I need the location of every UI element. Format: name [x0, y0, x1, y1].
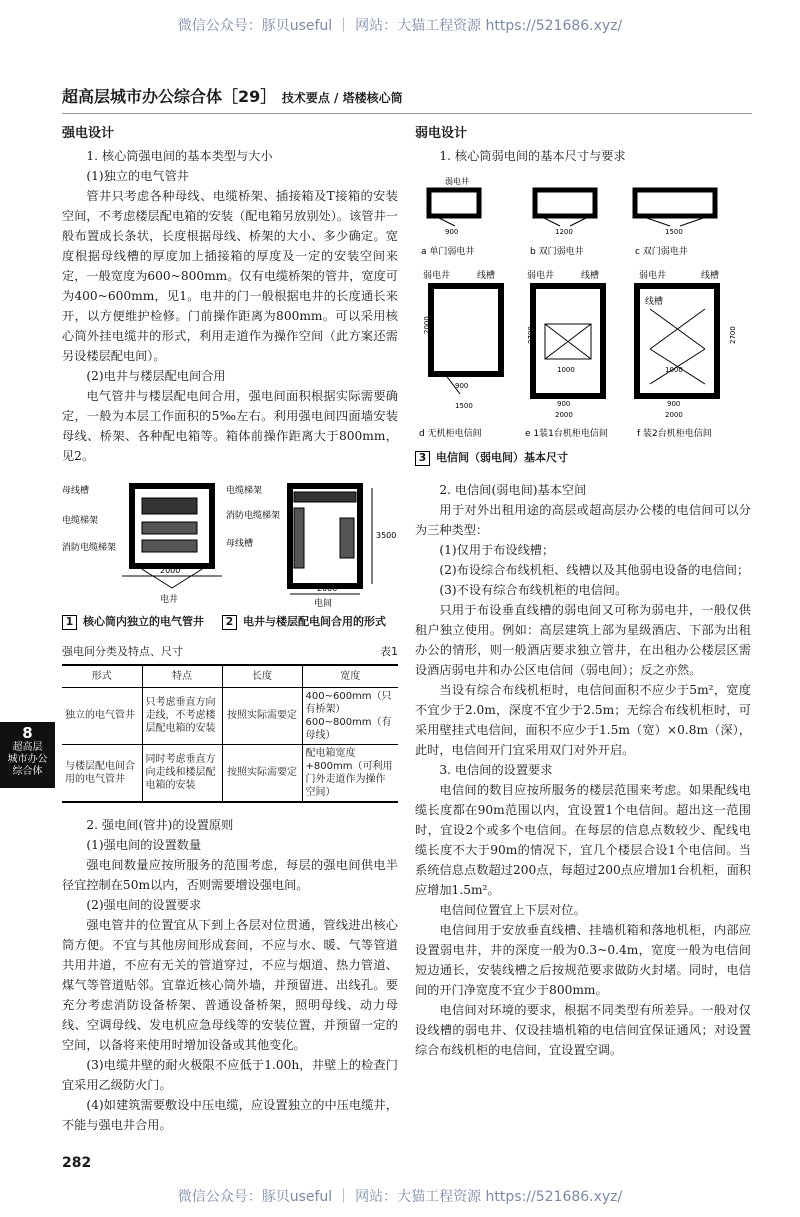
fig3-label: 弱电井 — [445, 177, 469, 186]
fig2-dim: 2000 — [317, 584, 338, 593]
fig2-label: 母线槽 — [226, 539, 254, 549]
fig1-label: 电井 — [160, 595, 179, 605]
fig3-label: 弱电井 — [527, 271, 555, 281]
fig2-plan — [290, 486, 372, 594]
fig3-dim: 2700 — [527, 326, 535, 344]
table-row — [62, 744, 398, 802]
fig1-label: 母线槽 — [62, 486, 90, 496]
figure-captions — [62, 614, 398, 630]
table-caption: 强电间分类及特点、尺寸 — [62, 645, 183, 658]
table-title — [62, 644, 398, 660]
fig3-sub: d 无机柜电信间 — [419, 429, 482, 439]
caption-text: 电井与楼层配电间合用的形式 — [243, 615, 386, 628]
fig3-sub: a 单门弱电井 — [421, 247, 475, 257]
subheading: (1)独立的电气管井 — [86, 169, 189, 183]
paragraph: 电信间对环境的要求，根据不同类型有所差异。一般对仅设线槽的弱电井、仅设挂墙机箱的电信间宜保证通风；对设置综合布线机柜的电信间，宜设置空调。 — [415, 1003, 751, 1057]
cell: 配电箱宽度+800mm（可利用门外走道作为操作空间） — [302, 744, 398, 802]
paragraph: 当设有综合布线机柜时，电信间面积不应少于5m²，宽度不宜少于2.0m，深度不宜少于2.5m；无综合布线机柜时，可采用壁挂式电信间，面积不应少于1.5m（宽）×0.8m（深），此时，电信间开门宜采用双门对外开启。 — [415, 683, 751, 757]
caption-text: 核心筒内独立的电气管井 — [83, 615, 204, 628]
header-divider — [62, 113, 752, 114]
paragraph: 强电管井的位置宜从下到上各层对位贯通，管线进出核心筒方便。不宜与其他房间形成套间，不应与水、暖、气等管道共用井道，不应有无关的管道穿过，不应与烟道、热力管道、煤气等管道贴邻。宜靠近核心筒外墙，并预留进、出线孔。要充分考虑消防设备桥架、普通设备桥架，照明母线、动力母线、空调母线、发电机应急母线等的安装位置，并预留一定的空间，以备将来使用时增加设备或其他变化。 — [62, 917, 398, 1052]
fig3-dim: 2000 — [665, 411, 683, 419]
fig3-dim: 900 — [445, 228, 459, 236]
header-title: 超高层城市办公综合体［29］ — [62, 87, 277, 106]
paragraph: 用于对外出租用途的高层或超高层办公楼的电信间可以分为三种类型： — [415, 503, 751, 537]
chapter-label: 综合体 — [12, 766, 43, 777]
fig3-label: 线槽 — [701, 271, 720, 281]
fig1-label: 电缆梯架 — [62, 516, 99, 526]
paragraph: (3)不设有综合布线机柜的电信间。 — [439, 583, 628, 597]
section-title-weak: 弱电设计 — [415, 126, 468, 141]
figure-number: 1 — [62, 615, 77, 630]
fig3-top-plans — [429, 190, 715, 226]
paragraph: 只用于布设垂直线槽的弱电间又可称为弱电井，一般仅供租户独立使用。例如：高层建筑上部为星级酒店、下部为出租办公的情形，则一般酒店要求独立管井，在出租办公楼层区需设酒店弱电井和办公区电信间（弱电间）；反之亦然。 — [415, 603, 751, 677]
fig3-dim: 900 — [455, 382, 469, 390]
main-content — [62, 124, 752, 1135]
cell: 只考虑垂直方向走线，不考虑楼层配电箱的安装 — [142, 687, 222, 744]
paragraph: 强电间数量应按所服务的范围考虑，每层的强电间供电半径宜控制在50m以内，否则需要增设强电间。 — [62, 857, 398, 892]
paragraph: (3)电缆井壁的耐火极限不应低于1.00h，井壁上的检查门宜采用乙级防火门。 — [62, 1057, 398, 1092]
heading: 1. 核心筒弱电间的基本尺寸与要求 — [439, 149, 626, 163]
fig3-dim: 1200 — [555, 228, 573, 236]
figure-3-caption-row — [415, 450, 751, 466]
cell: 400~600mm（只有桥架）600~800mm（有母线） — [302, 687, 398, 744]
figure-number: 3 — [415, 451, 430, 466]
figure-3-caption — [415, 450, 568, 466]
page-number: 282 — [62, 1154, 92, 1171]
fig3-label: 弱电井 — [423, 271, 451, 281]
fig3-sub: e 1装1台机柜电信间 — [525, 429, 608, 439]
fig3-sub: c 双门弱电井 — [635, 247, 688, 257]
paragraph: 电信间用于安放垂直线槽、挂墙机箱和落地机柜，内部应设置弱电井，井的深度一般为0.3~0.4m，宽度一般为电信间短边通长，安装线槽之后按规范要求做防火封堵。同时，电信间的开门净宽度不宜少于800mm。 — [415, 923, 751, 997]
figure-number: 2 — [222, 615, 237, 630]
subheading: (1)强电间的设置数量 — [86, 837, 202, 852]
paragraph: 电气管井与楼层配电间合用，强电间面积根据实际需要确定，一般为本层工作面积的5‰左右。利用强电间四面墙安装母线、桥架、各种配电箱等。箱体前操作距离大于800mm，见2。 — [62, 389, 398, 463]
paragraph: 管井只考虑各种母线、电缆桥架、插接箱及T接箱的安装空间，不考虑楼层配电箱的安装（配电箱另放别处）。该管井一般布置成长条状，长度根据母线、桥架的大小、多少确定。宽度根据母线槽的厚度加上插接箱的厚度及一定的安装空间来定，一般宽度为600~800mm。仅有电缆桥架的管井，宽度可为400~600mm，见1。电井的门一般根据电井的长度通长来开，以方便维护检修。门前操作距离为800mm。可以采用核心筒外挂电缆井的形式，利用走道作为操作空间（此方案还需另设楼层配电间）。 — [62, 189, 398, 363]
cell: 独立的电气管井 — [62, 687, 142, 744]
fig3-label: 线槽 — [581, 271, 600, 281]
paragraph: 电信间位置宜上下层对位。 — [439, 903, 586, 917]
left-text-2 — [62, 815, 398, 1135]
table-1 — [62, 664, 398, 803]
fig2-dim: 3500 — [376, 531, 397, 540]
left-column — [62, 124, 398, 1135]
watermark-top: 微信公众号：豚贝useful ｜ 网站：大猫工程资源 https://521686.xyz/ — [177, 18, 623, 34]
fig3-label: 线槽 — [645, 297, 664, 307]
right-text-2 — [415, 480, 751, 1060]
paragraph: (4)如建筑需要敷设中压电缆，应设置独立的中压电缆井，不能与强电井合用。 — [62, 1097, 398, 1132]
fig2-label: 消防电缆梯架 — [226, 511, 281, 521]
fig3-dim: 1000 — [557, 366, 575, 374]
table-header: 特点 — [142, 665, 222, 687]
subheading: (2)强电间的设置要求 — [86, 897, 202, 912]
fig3-dim: 1500 — [455, 402, 473, 410]
fig3-bottom-plans — [431, 286, 717, 396]
left-text-1 — [62, 146, 398, 466]
table-header: 长度 — [222, 665, 302, 687]
chapter-label: 城市办公 — [7, 754, 48, 765]
fig3-dim: 900 — [667, 400, 681, 408]
fig3-dim: 2700 — [729, 326, 737, 344]
fig1-label: 消防电缆梯架 — [62, 543, 117, 553]
header-subtitle: 技术要点 / 塔楼核心筒 — [281, 91, 403, 105]
paragraph: 电信间的数目应按所服务的楼层范围来考虑。如果配线电缆长度都在90m范围以内，宜设置1个电信间。超出这一范围时，宜设2个或多个电信间。在每层的信息点数较少、配线电缆长度不大于90m的情况下，宜几个楼层合设1个电信间。当系统信息点数超过200点，每超过200点应增加1台机柜，面积应增加1.5m²。 — [415, 783, 751, 897]
table-header: 宽度 — [302, 665, 398, 687]
paragraph: (1)仅用于布设线槽； — [439, 543, 555, 557]
table-label: 表1 — [380, 645, 398, 658]
fig3-dim: 1500 — [665, 228, 683, 236]
figure-1-2-diagrams — [62, 478, 398, 608]
cell: 按照实际需要定 — [222, 687, 302, 744]
fig2-label: 电缆梯架 — [226, 486, 263, 496]
cell: 同时考虑垂直方向走线和楼层配电箱的安装 — [142, 744, 222, 802]
fig3-sub: f 装2台机柜电信间 — [637, 429, 712, 439]
chapter-number: 8 — [22, 724, 33, 742]
cell: 按照实际需要定 — [222, 744, 302, 802]
heading: 1. 核心筒强电间的基本类型与大小 — [86, 149, 273, 163]
fig3-dim: 1000 — [665, 366, 683, 374]
chapter-label: 超高层 — [12, 742, 43, 753]
watermark-bottom: 微信公众号：豚贝useful ｜ 网站：大猫工程资源 https://521686.xyz/ — [177, 1188, 623, 1205]
subheading: (2)电井与楼层配电间合用 — [86, 369, 226, 383]
cell: 与楼层配电间合用的电气管井 — [62, 744, 142, 802]
heading: 3. 电信间的设置要求 — [439, 763, 553, 777]
heading: 2. 强电间(管井)的设置原则 — [86, 817, 234, 832]
right-column — [415, 124, 751, 1060]
fig1-dim: 2000 — [160, 566, 181, 575]
fig3-dim: 2000 — [423, 316, 431, 334]
paragraph: (2)布设综合布线机柜、线槽以及其他弱电设备的电信间； — [439, 563, 750, 577]
chapter-side-tab — [0, 722, 55, 788]
figure-2-caption — [222, 614, 386, 630]
fig3-dim: 900 — [557, 400, 571, 408]
fig2-label: 电间 — [314, 599, 333, 608]
fig3-sub: b 双门弱电井 — [530, 247, 584, 257]
page-header — [62, 86, 800, 109]
heading: 2. 电信间(弱电间)基本空间 — [439, 483, 587, 497]
fig3-dim: 2000 — [555, 411, 573, 419]
table-header: 形式 — [62, 665, 142, 687]
right-text-1 — [415, 146, 751, 166]
figure-3-diagrams — [415, 174, 751, 444]
fig3-label: 线槽 — [477, 271, 496, 281]
fig3-label: 弱电井 — [639, 271, 667, 281]
section-title-strong: 强电设计 — [62, 126, 115, 141]
caption-text: 电信间（弱电间）基本尺寸 — [436, 451, 568, 464]
figure-1-caption — [62, 614, 204, 630]
table-row — [62, 687, 398, 744]
